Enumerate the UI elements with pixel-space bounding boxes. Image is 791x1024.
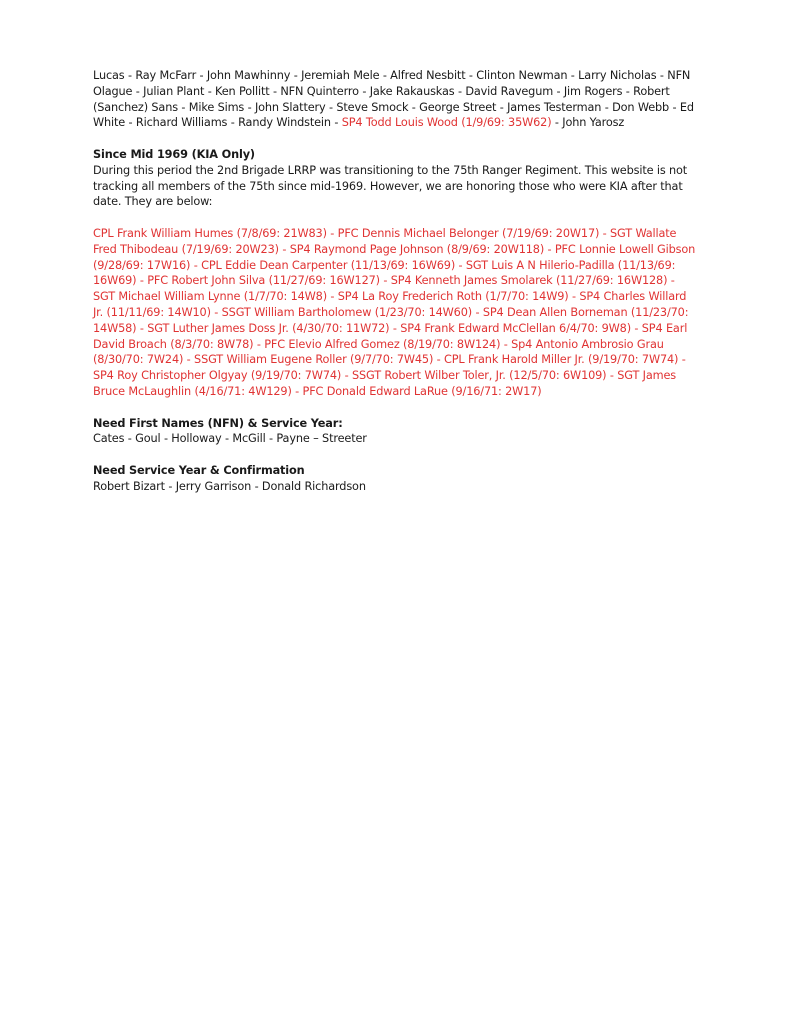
since-mid-heading: Since Mid 1969 (KIA Only) (93, 147, 255, 161)
need-service-year-heading: Need Service Year & Confirmation (93, 463, 305, 477)
kia-name-highlight: SP4 Todd Louis Wood (1/9/69: 35W62) (341, 116, 552, 130)
names-paragraph (93, 68, 698, 131)
kia-list: CPL Frank William Humes (7/8/69: 21W83) - PFC Dennis Michael Belonger (7/19/69: 20W17) - SGT Wallate Fred Thibodeau (7/19/69: 20W23) - SP4 Raymond Page Johnson (8/9/69: 20W118) - PFC Lonnie Lowell Gibson (9/28/69: 17W16) - CPL Eddie Dean Carpenter (11/13/69: 16W69) - SGT Luis A N Hilerio-Padilla (11/13/69: 16W69) - PFC Robert John Silva (11/27/69: 16W127) - SP4 Kenneth James Smolarek (11/27/69: 16W128) - SGT Michael William Lynne (1/7/70: 14W8) - SP4 La Roy Frederich Roth (1/7/70: 14W9) - SP4 Charles Willard Jr. (11/11/69: 14W10) - SSGT William Bartholomew (1/23/70: 14W60) - SP4 Dean Allen Borneman (11/23/70: 14W58) - SGT Luther James Doss Jr. (4/30/70: 11W72) - SP4 Frank Edward McClellan 6/4/70: 9W8) - SP4 Earl David Broach (8/3/70: 8W78) - PFC Elevio Alfred Gomez (8/19/70: 8W124) - Sp4 Antonio Ambrosio Grau (8/30/70: 7W24) - SSGT William Eugene Roller (9/7/70: 7W45) - CPL Frank Harold Miller Jr. (9/19/70: 7W74) - SP4 Roy Christopher Olgyay (9/19/70: 7W74) - SSGT Robert Wilber Toler, Jr. (12/5/70: 6W109) - SGT James Bruce McLaughlin (4/16/71: 4W129) - PFC Donald Edward LaRue (9/16/71: 2W17) (93, 226, 696, 398)
need-first-names-heading: Need First Names (NFN) & Service Year: (93, 416, 343, 430)
need-first-names-body: Cates - Goul - Holloway - McGill - Payne – Streeter (93, 432, 367, 446)
since-mid-body: During this period the 2nd Brigade LRRP was transitioning to the 75th Ranger Regiment. This website is not tracking all members of the 75th since mid-1969. However, we are honoring those who were KIA after that date. They are below: (93, 163, 688, 209)
since-mid-section (93, 147, 698, 400)
need-first-names-section (93, 416, 698, 448)
need-service-year-body: Robert Bizart - Jerry Garrison - Donald Richardson (93, 479, 366, 493)
need-service-year-section (93, 463, 698, 495)
document-page (93, 68, 698, 495)
names-after: - John Yarosz (551, 116, 625, 130)
names-before: Lucas - Ray McFarr - John Mawhinny - Jeremiah Mele - Alfred Nesbitt - Clinton Newman - Larry Nicholas - NFN Olague - Julian Plant - Ken Pollitt - NFN Quinterro - Jake Rakauskas - David Ravegum - Jim Rogers - Robert (Sanchez) Sans - Mike Sims - John Slattery - Steve Smock - George Street - James Testerman - Don Webb - Ed White - Richard Williams - Randy Windstein - (93, 69, 694, 130)
